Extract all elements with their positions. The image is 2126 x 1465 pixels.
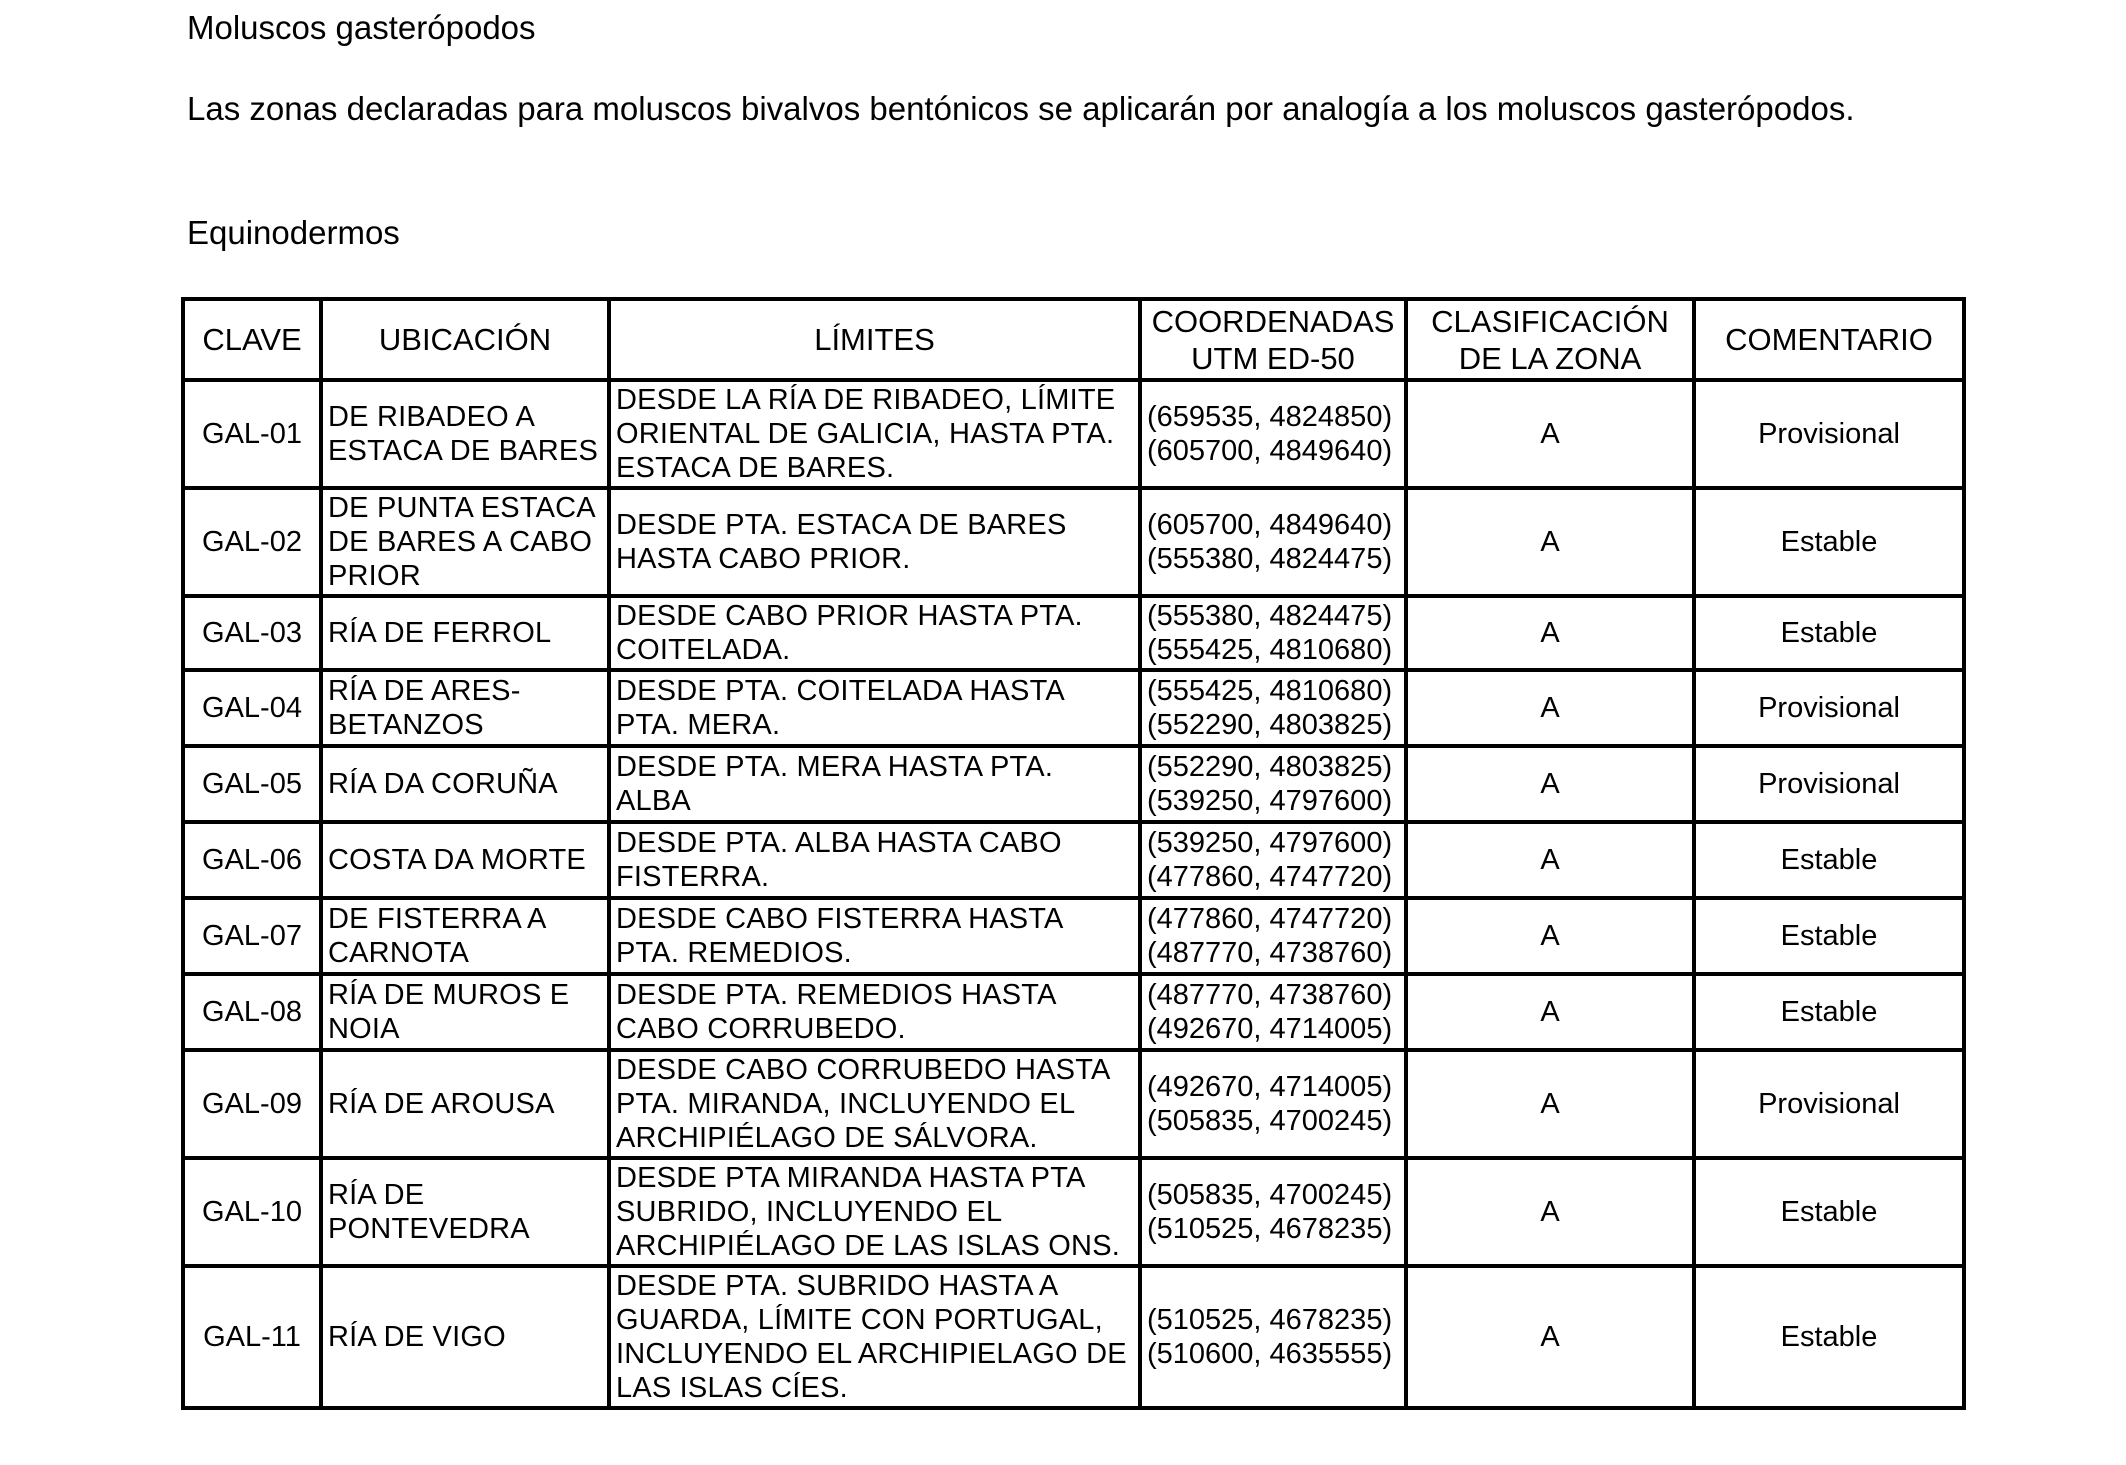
cell-clasificacion: A [1406,380,1694,488]
coord-end: (487770, 4738760) [1147,937,1393,969]
cell-comentario: Provisional [1694,670,1964,746]
coord-end: (492670, 4714005) [1147,1013,1393,1045]
coord-start: (539250, 4797600) [1147,827,1393,859]
coord-start: (555380, 4824475) [1147,600,1393,632]
cell-limites: DESDE PTA. ESTACA DE BARES HASTA CABO PRIOR. [609,488,1140,596]
cell-ubicacion: RÍA DA CORUÑA [321,746,609,822]
cell-limites: DESDE PTA. REMEDIOS HASTA CABO CORRUBEDO. [609,974,1140,1050]
cell-comentario: Provisional [1694,746,1964,822]
cell-limites: DESDE PTA MIRANDA HASTA PTA SUBRIDO, INCLUYENDO EL ARCHIPIÉLAGO DE LAS ISLAS ONS. [609,1158,1140,1266]
table-header-row [183,299,1964,380]
cell-limites: DESDE LA RÍA DE RIBADEO, LÍMITE ORIENTAL DE GALICIA, HASTA PTA. ESTACA DE BARES. [609,380,1140,488]
coord-start: (552290, 4803825) [1147,751,1393,783]
cell-ubicacion: RÍA DE MUROS E NOIA [321,974,609,1050]
cell-ubicacion: RÍA DE ARES-BETANZOS [321,670,609,746]
table-row [183,380,1964,488]
table-row [183,974,1964,1050]
cell-coordenadas [1140,822,1406,898]
cell-clave: GAL-04 [183,670,321,746]
intro-paragraph: Las zonas declaradas para moluscos bivalvos bentónicos se aplicarán por analogía a los moluscos gasterópodos. [187,90,1855,127]
coord-end: (555425, 4810680) [1147,634,1393,666]
cell-clasificacion: A [1406,746,1694,822]
cell-comentario: Estable [1694,596,1964,670]
cell-ubicacion: DE RIBADEO A ESTACA DE BARES [321,380,609,488]
zones-table [181,297,1966,1410]
coord-end: (605700, 4849640) [1147,435,1393,467]
header-coordenadas: COORDENADAS UTM ED-50 [1140,299,1406,380]
coord-start: (659535, 4824850) [1147,401,1393,433]
cell-clave: GAL-07 [183,898,321,974]
cell-comentario: Estable [1694,898,1964,974]
cell-clave: GAL-03 [183,596,321,670]
cell-clasificacion: A [1406,1158,1694,1266]
cell-clasificacion: A [1406,1266,1694,1408]
cell-comentario: Provisional [1694,380,1964,488]
header-clave: CLAVE [183,299,321,380]
cell-clave: GAL-02 [183,488,321,596]
cell-limites: DESDE PTA. MERA HASTA PTA. ALBA [609,746,1140,822]
cell-coordenadas [1140,380,1406,488]
cell-limites: DESDE CABO PRIOR HASTA PTA. COITELADA. [609,596,1140,670]
header-comentario: COMENTARIO [1694,299,1964,380]
cell-clasificacion: A [1406,488,1694,596]
cell-comentario: Estable [1694,822,1964,898]
cell-limites: DESDE PTA. COITELADA HASTA PTA. MERA. [609,670,1140,746]
table-row [183,488,1964,596]
cell-clasificacion: A [1406,898,1694,974]
coord-start: (487770, 4738760) [1147,979,1393,1011]
coord-end: (477860, 4747720) [1147,861,1393,893]
table-row [183,822,1964,898]
cell-ubicacion: DE PUNTA ESTACA DE BARES A CABO PRIOR [321,488,609,596]
coord-start: (605700, 4849640) [1147,509,1393,541]
coord-start: (555425, 4810680) [1147,675,1393,707]
cell-limites: DESDE PTA. ALBA HASTA CABO FISTERRA. [609,822,1140,898]
cell-ubicacion: RÍA DE AROUSA [321,1050,609,1158]
cell-clave: GAL-01 [183,380,321,488]
coord-start: (510525, 4678235) [1147,1304,1393,1336]
cell-ubicacion: RÍA DE VIGO [321,1266,609,1408]
cell-ubicacion: RÍA DE PONTEVEDRA [321,1158,609,1266]
cell-coordenadas [1140,1158,1406,1266]
cell-limites: DESDE PTA. SUBRIDO HASTA A GUARDA, LÍMITE CON PORTUGAL, INCLUYENDO EL ARCHIPIELAGO DE LAS ISLAS CÍES. [609,1266,1140,1408]
table-row [183,670,1964,746]
cell-coordenadas [1140,1050,1406,1158]
cell-clasificacion: A [1406,974,1694,1050]
cell-ubicacion: RÍA DE FERROL [321,596,609,670]
cell-clave: GAL-09 [183,1050,321,1158]
cell-clave: GAL-08 [183,974,321,1050]
cell-clasificacion: A [1406,822,1694,898]
cell-clasificacion: A [1406,670,1694,746]
cell-clasificacion: A [1406,596,1694,670]
cell-coordenadas [1140,1266,1406,1408]
cell-coordenadas [1140,974,1406,1050]
cell-clave: GAL-10 [183,1158,321,1266]
table-row [183,1266,1964,1408]
coord-start: (492670, 4714005) [1147,1071,1393,1103]
coord-start: (505835, 4700245) [1147,1179,1393,1211]
header-clasificacion: CLASIFICACIÓN DE LA ZONA [1406,299,1694,380]
cell-coordenadas [1140,488,1406,596]
coord-end: (510600, 4635555) [1147,1338,1393,1370]
cell-coordenadas [1140,596,1406,670]
cell-clave: GAL-05 [183,746,321,822]
cell-comentario: Provisional [1694,1050,1964,1158]
cell-comentario: Estable [1694,1158,1964,1266]
table-row [183,898,1964,974]
cell-comentario: Estable [1694,1266,1964,1408]
cell-clave: GAL-06 [183,822,321,898]
header-limites: LÍMITES [609,299,1140,380]
coord-end: (539250, 4797600) [1147,785,1393,817]
table-row [183,1050,1964,1158]
cell-ubicacion: DE FISTERRA A CARNOTA [321,898,609,974]
cell-coordenadas [1140,670,1406,746]
coord-end: (552290, 4803825) [1147,709,1393,741]
cell-clave: GAL-11 [183,1266,321,1408]
table-row [183,1158,1964,1266]
cell-limites: DESDE CABO CORRUBEDO HASTA PTA. MIRANDA, INCLUYENDO EL ARCHIPIÉLAGO DE SÁLVORA. [609,1050,1140,1158]
cell-comentario: Estable [1694,488,1964,596]
coord-end: (510525, 4678235) [1147,1213,1393,1245]
coord-end: (555380, 4824475) [1147,543,1393,575]
cell-coordenadas [1140,898,1406,974]
cell-clasificacion: A [1406,1050,1694,1158]
cell-comentario: Estable [1694,974,1964,1050]
coord-end: (505835, 4700245) [1147,1105,1393,1137]
cell-ubicacion: COSTA DA MORTE [321,822,609,898]
table-row [183,596,1964,670]
cell-coordenadas [1140,746,1406,822]
section-title-equinodermos: Equinodermos [187,214,400,251]
header-ubicacion: UBICACIÓN [321,299,609,380]
table-row [183,746,1964,822]
cell-limites: DESDE CABO FISTERRA HASTA PTA. REMEDIOS. [609,898,1140,974]
section-title-gasteropodos: Moluscos gasterópodos [187,9,536,46]
coord-start: (477860, 4747720) [1147,903,1393,935]
